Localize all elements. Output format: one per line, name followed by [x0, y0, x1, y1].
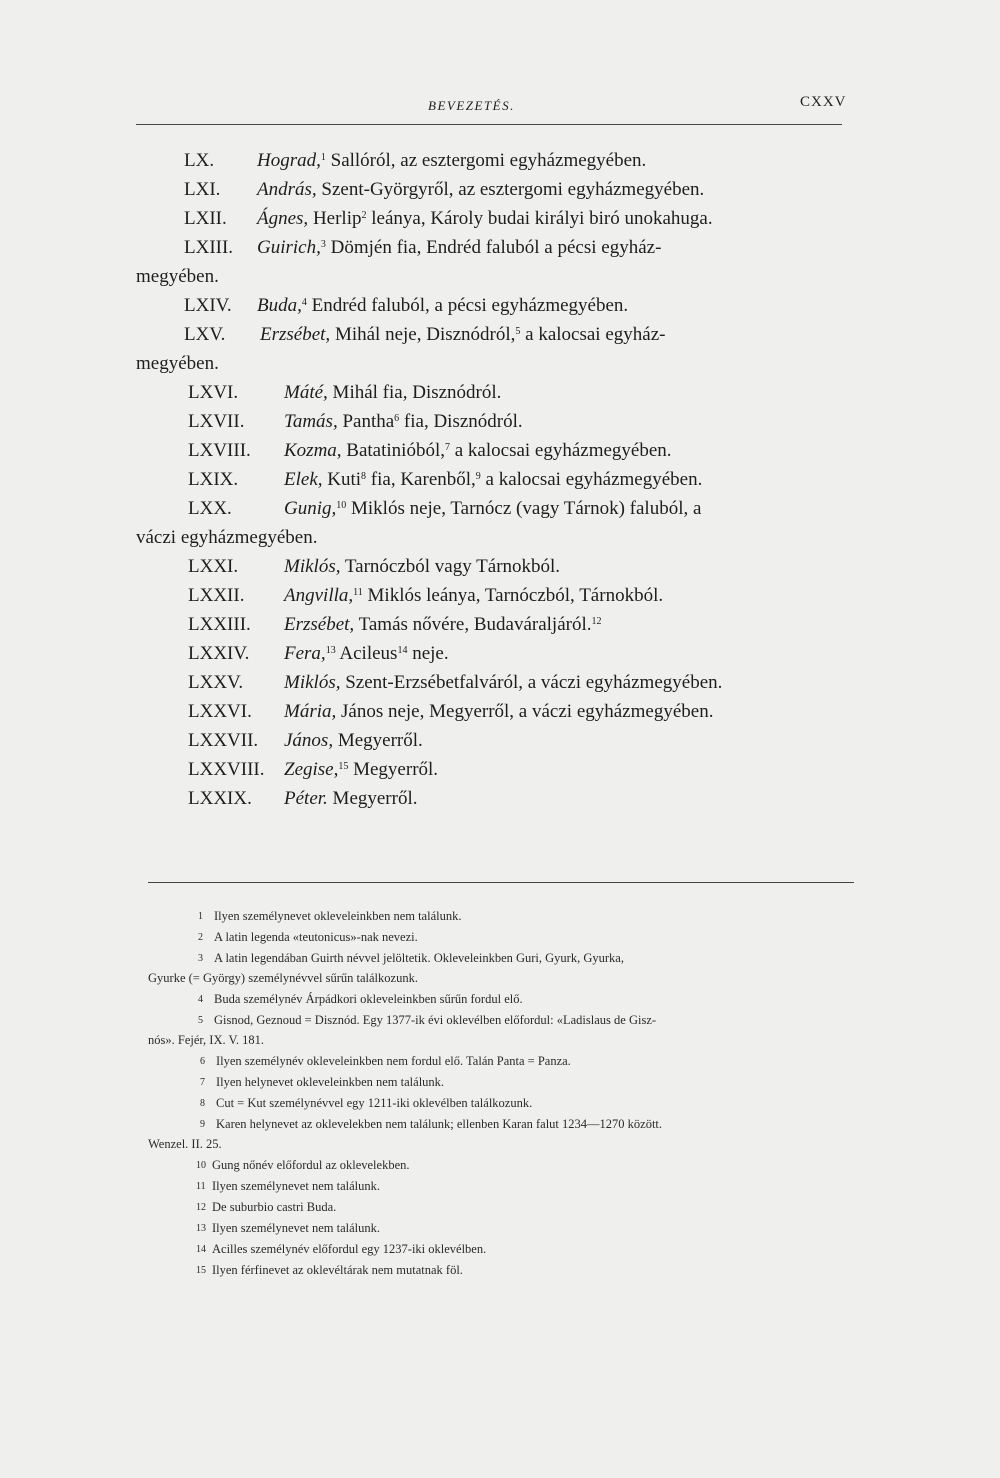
footnote-number: 15	[196, 1265, 206, 1276]
entry-description: János neje, Megyerről, a váczi egyházmegyében.	[336, 701, 714, 722]
entry-name: Angvilla,	[284, 585, 354, 606]
footnote-text: Acilles személynév előfordul egy 1237-iki oklevélben.	[212, 1242, 487, 1256]
footnote-ref: 2	[361, 210, 367, 221]
footnote-number: 14	[196, 1244, 206, 1255]
footnote	[0, 1114, 1000, 1155]
footnote-text: Buda személynév Árpádkori okleveleinkben sűrűn fordul elő.	[214, 992, 523, 1006]
entry-number: LXXVIII.	[188, 759, 265, 780]
footnote-number: 7	[200, 1077, 205, 1088]
footnote	[0, 1239, 1000, 1260]
entry-text	[284, 465, 702, 494]
entry-description: fia, Disznódról.	[399, 411, 523, 432]
entry-list	[0, 146, 1000, 813]
entry-name: Miklós,	[284, 672, 341, 693]
footnote	[0, 1197, 1000, 1218]
entry-continuation: váczi egyházmegyében.	[136, 527, 318, 548]
footnote-number: 5	[198, 1015, 203, 1026]
entry-row	[0, 378, 1000, 407]
entry-description: Pantha	[337, 411, 395, 432]
footnote-ref: 13	[325, 645, 336, 656]
footnote-continuation: Wenzel. II. 25.	[148, 1137, 222, 1151]
footnote-text: Ilyen helynevet okleveleinkben nem találunk.	[216, 1075, 445, 1089]
entry-row	[0, 436, 1000, 465]
entry-name: Tamás,	[284, 411, 338, 432]
entry-description: a kalocsai egyházmegyében.	[449, 440, 672, 461]
footnote-ref: 7	[444, 442, 450, 453]
entry-text	[284, 726, 423, 755]
entry-description: Megyerről.	[327, 788, 418, 809]
running-title: BEVEZETÉS.	[428, 98, 515, 113]
footnote-ref: 11	[353, 587, 363, 598]
entry-text	[284, 552, 560, 581]
entry-text	[284, 407, 523, 436]
entry-name: Kozma,	[284, 440, 342, 461]
entry-row	[0, 291, 1000, 320]
entry-name: Mária,	[284, 701, 337, 722]
footnote-number: 12	[196, 1202, 206, 1213]
footnote-text: Karen helynevet az oklevelekben nem találunk; ellenben Karan falut 1234—1270 között.	[216, 1117, 663, 1131]
entry-name: János,	[284, 730, 334, 751]
footnote-number: 2	[198, 932, 203, 943]
page-number: CXXV	[800, 94, 847, 110]
footnote-rule	[148, 882, 854, 883]
footnote-text: Ilyen személynév okleveleinkben nem fordul elő. Talán Panta = Panza.	[216, 1054, 571, 1068]
entry-number: LXVII.	[188, 411, 245, 432]
entry-text	[260, 320, 665, 349]
entry-name: Elek,	[284, 469, 323, 490]
footnote-ref: 9	[475, 471, 481, 482]
entry-row	[0, 204, 1000, 233]
entry-text	[284, 436, 672, 465]
entry-number: LXXV.	[188, 672, 244, 693]
entry-row	[0, 320, 1000, 378]
entry-name: Miklós,	[284, 556, 341, 577]
entry-text	[284, 581, 663, 610]
footnote-ref: 4	[301, 297, 307, 308]
entry-row	[0, 146, 1000, 175]
entry-text	[284, 668, 722, 697]
entry-row	[0, 465, 1000, 494]
entry-text	[257, 204, 713, 233]
entry-row	[0, 581, 1000, 610]
entry-name: Fera,	[284, 643, 326, 664]
footnote-continuation: Gyurke (= György) személynévvel sűrűn találkozunk.	[148, 971, 418, 985]
entry-description: Dömjén fia, Endréd faluból a pécsi egyház-	[325, 237, 662, 258]
entry-description: Mihál fia, Disznódról.	[327, 382, 502, 403]
entry-number: LXXVII.	[188, 730, 259, 751]
entry-row	[0, 639, 1000, 668]
entry-row	[0, 726, 1000, 755]
entry-name: Gunig,	[284, 498, 337, 519]
footnote	[0, 1260, 1000, 1281]
entry-description: a kalocsai egyházmegyében.	[480, 469, 703, 490]
entry-description: Herlip	[308, 208, 362, 229]
entry-number: LXXII.	[188, 585, 245, 606]
footnote-text: Ilyen személynevet nem találunk.	[212, 1221, 380, 1235]
footnote-list	[0, 906, 1000, 1281]
entry-number: LXV.	[184, 324, 226, 345]
page-header	[0, 92, 1000, 122]
entry-name: András,	[257, 179, 317, 200]
entry-description: leánya, Károly budai királyi biró unokahuga.	[366, 208, 713, 229]
entry-text	[257, 291, 628, 320]
entry-description: Acileus	[335, 643, 398, 664]
entry-number: LXXI.	[188, 556, 239, 577]
footnote	[0, 1093, 1000, 1114]
footnote	[0, 906, 1000, 927]
entry-name: Erzsébet,	[284, 614, 355, 635]
entry-row	[0, 610, 1000, 639]
footnote-ref: 15	[338, 761, 349, 772]
entry-row	[0, 697, 1000, 726]
entry-name: Péter.	[284, 788, 328, 809]
entry-row	[0, 175, 1000, 204]
entry-text	[284, 697, 713, 726]
entry-description: Szent-Györgyről, az esztergomi egyházmegyében.	[316, 179, 705, 200]
entry-row	[0, 494, 1000, 552]
footnote-ref: 1	[320, 152, 326, 163]
entry-name: Hograd,	[257, 150, 321, 171]
footnote-number: 3	[198, 953, 203, 964]
footnote	[0, 1218, 1000, 1239]
footnote-text: Ilyen személynevet okleveleinkben nem találunk.	[214, 909, 462, 923]
entry-text	[284, 639, 449, 668]
footnote-number: 4	[198, 994, 203, 1005]
entry-number: LXII.	[184, 208, 227, 229]
entry-number: LXIV.	[184, 295, 232, 316]
entry-description: neje.	[407, 643, 449, 664]
entry-row	[0, 407, 1000, 436]
entry-description: Endréd faluból, a pécsi egyházmegyében.	[306, 295, 629, 316]
entry-row	[0, 233, 1000, 291]
entry-description: fia, Karenből,	[366, 469, 476, 490]
entry-name: Erzsébet,	[260, 324, 331, 345]
footnote	[0, 1155, 1000, 1176]
footnote-ref: 8	[361, 471, 367, 482]
header-rule	[136, 124, 842, 125]
entry-text	[284, 755, 438, 784]
entry-text	[284, 378, 501, 407]
footnote-number: 6	[200, 1056, 205, 1067]
entry-number: LXIII.	[184, 237, 234, 258]
entry-text	[257, 146, 646, 175]
entry-name: Buda,	[257, 295, 302, 316]
entry-description: Megyerről.	[333, 730, 423, 751]
footnote-ref: 10	[336, 500, 347, 511]
entry-name: Máté,	[284, 382, 328, 403]
footnote-text: Cut = Kut személynévvel egy 1211-iki oklevélben találkozunk.	[216, 1096, 533, 1110]
entry-row	[0, 784, 1000, 813]
entry-number: LXVIII.	[188, 440, 251, 461]
entry-description: Miklós neje, Tarnócz (vagy Tárnok) faluból, a	[346, 498, 702, 519]
entry-number: LXVI.	[188, 382, 239, 403]
footnote-text: A latin legenda «teutonicus»-nak nevezi.	[214, 930, 418, 944]
entry-number: LXX.	[188, 498, 232, 519]
footnote	[0, 1176, 1000, 1197]
entry-continuation: megyében.	[136, 266, 219, 287]
entry-row	[0, 755, 1000, 784]
footnote-number: 10	[196, 1160, 206, 1171]
entry-continuation: megyében.	[136, 353, 219, 374]
footnote	[0, 989, 1000, 1010]
footnote-text: Gung nőnév előfordul az oklevelekben.	[212, 1158, 410, 1172]
footnote-number: 8	[200, 1098, 205, 1109]
entry-row	[0, 668, 1000, 697]
footnote	[0, 1072, 1000, 1093]
entry-text	[257, 175, 704, 204]
entry-number: LXXIX.	[188, 788, 252, 809]
entry-description: Kuti	[322, 469, 362, 490]
footnote-ref: 3	[320, 239, 326, 250]
footnote	[0, 927, 1000, 948]
footnote-number: 9	[200, 1119, 205, 1130]
entry-number: LX.	[184, 150, 215, 171]
footnote-number: 13	[196, 1223, 206, 1234]
footnote	[0, 1051, 1000, 1072]
footnote-text: De suburbio castri Buda.	[212, 1200, 337, 1214]
footnote-text: Ilyen férfinevet az oklevéltárak nem mutatnak föl.	[212, 1263, 463, 1277]
entry-name: Guirich,	[257, 237, 321, 258]
entry-description: Miklós leánya, Tarnóczból, Tárnokból.	[362, 585, 664, 606]
entry-number: LXIX.	[188, 469, 239, 490]
entry-description: Batatinióból,	[341, 440, 445, 461]
footnote-text: Ilyen személynevet nem találunk.	[212, 1179, 380, 1193]
footnote-continuation: nós». Fejér, IX. V. 181.	[148, 1033, 265, 1047]
footnote-text: Gisnod, Geznoud = Disznód. Egy 1377-ik évi oklevélben előfordul: «Ladislaus de Gisz-	[214, 1013, 657, 1027]
entry-description: Megyerről.	[348, 759, 439, 780]
footnote-text: A latin legendában Guirth névvel jelöltetik. Okleveleinkben Guri, Gyurk, Gyurka,	[214, 951, 624, 965]
entry-text	[284, 610, 602, 639]
footnote	[0, 948, 1000, 989]
entry-description: Sallóról, az esztergomi egyházmegyében.	[325, 150, 647, 171]
footnote-ref: 5	[515, 326, 521, 337]
entry-number: LXXIII.	[188, 614, 251, 635]
entry-text	[257, 233, 661, 262]
footnote-number: 1	[198, 911, 203, 922]
entry-description: Szent-Erzsébetfalváról, a váczi egyházmegyében.	[340, 672, 723, 693]
entry-name: Zegise,	[284, 759, 339, 780]
entry-number: LXXIV.	[188, 643, 250, 664]
entry-number: LXI.	[184, 179, 221, 200]
entry-row	[0, 552, 1000, 581]
footnote-ref: 6	[394, 413, 400, 424]
footnote-ref: 14	[397, 645, 408, 656]
entry-number: LXXVI.	[188, 701, 252, 722]
entry-description: Tamás nővére, Budaváraljáról.	[354, 614, 592, 635]
entry-description: a kalocsai egyház-	[520, 324, 666, 345]
footnote-number: 11	[196, 1181, 206, 1192]
footnote-ref: 12	[591, 616, 602, 627]
entry-name: Ágnes,	[257, 208, 309, 229]
entry-description: Tarnóczból vagy Tárnokból.	[340, 556, 561, 577]
entry-text	[284, 494, 701, 523]
entry-description: Mihál neje, Disznódról,	[330, 324, 516, 345]
footnote	[0, 1010, 1000, 1051]
entry-text	[284, 784, 418, 813]
